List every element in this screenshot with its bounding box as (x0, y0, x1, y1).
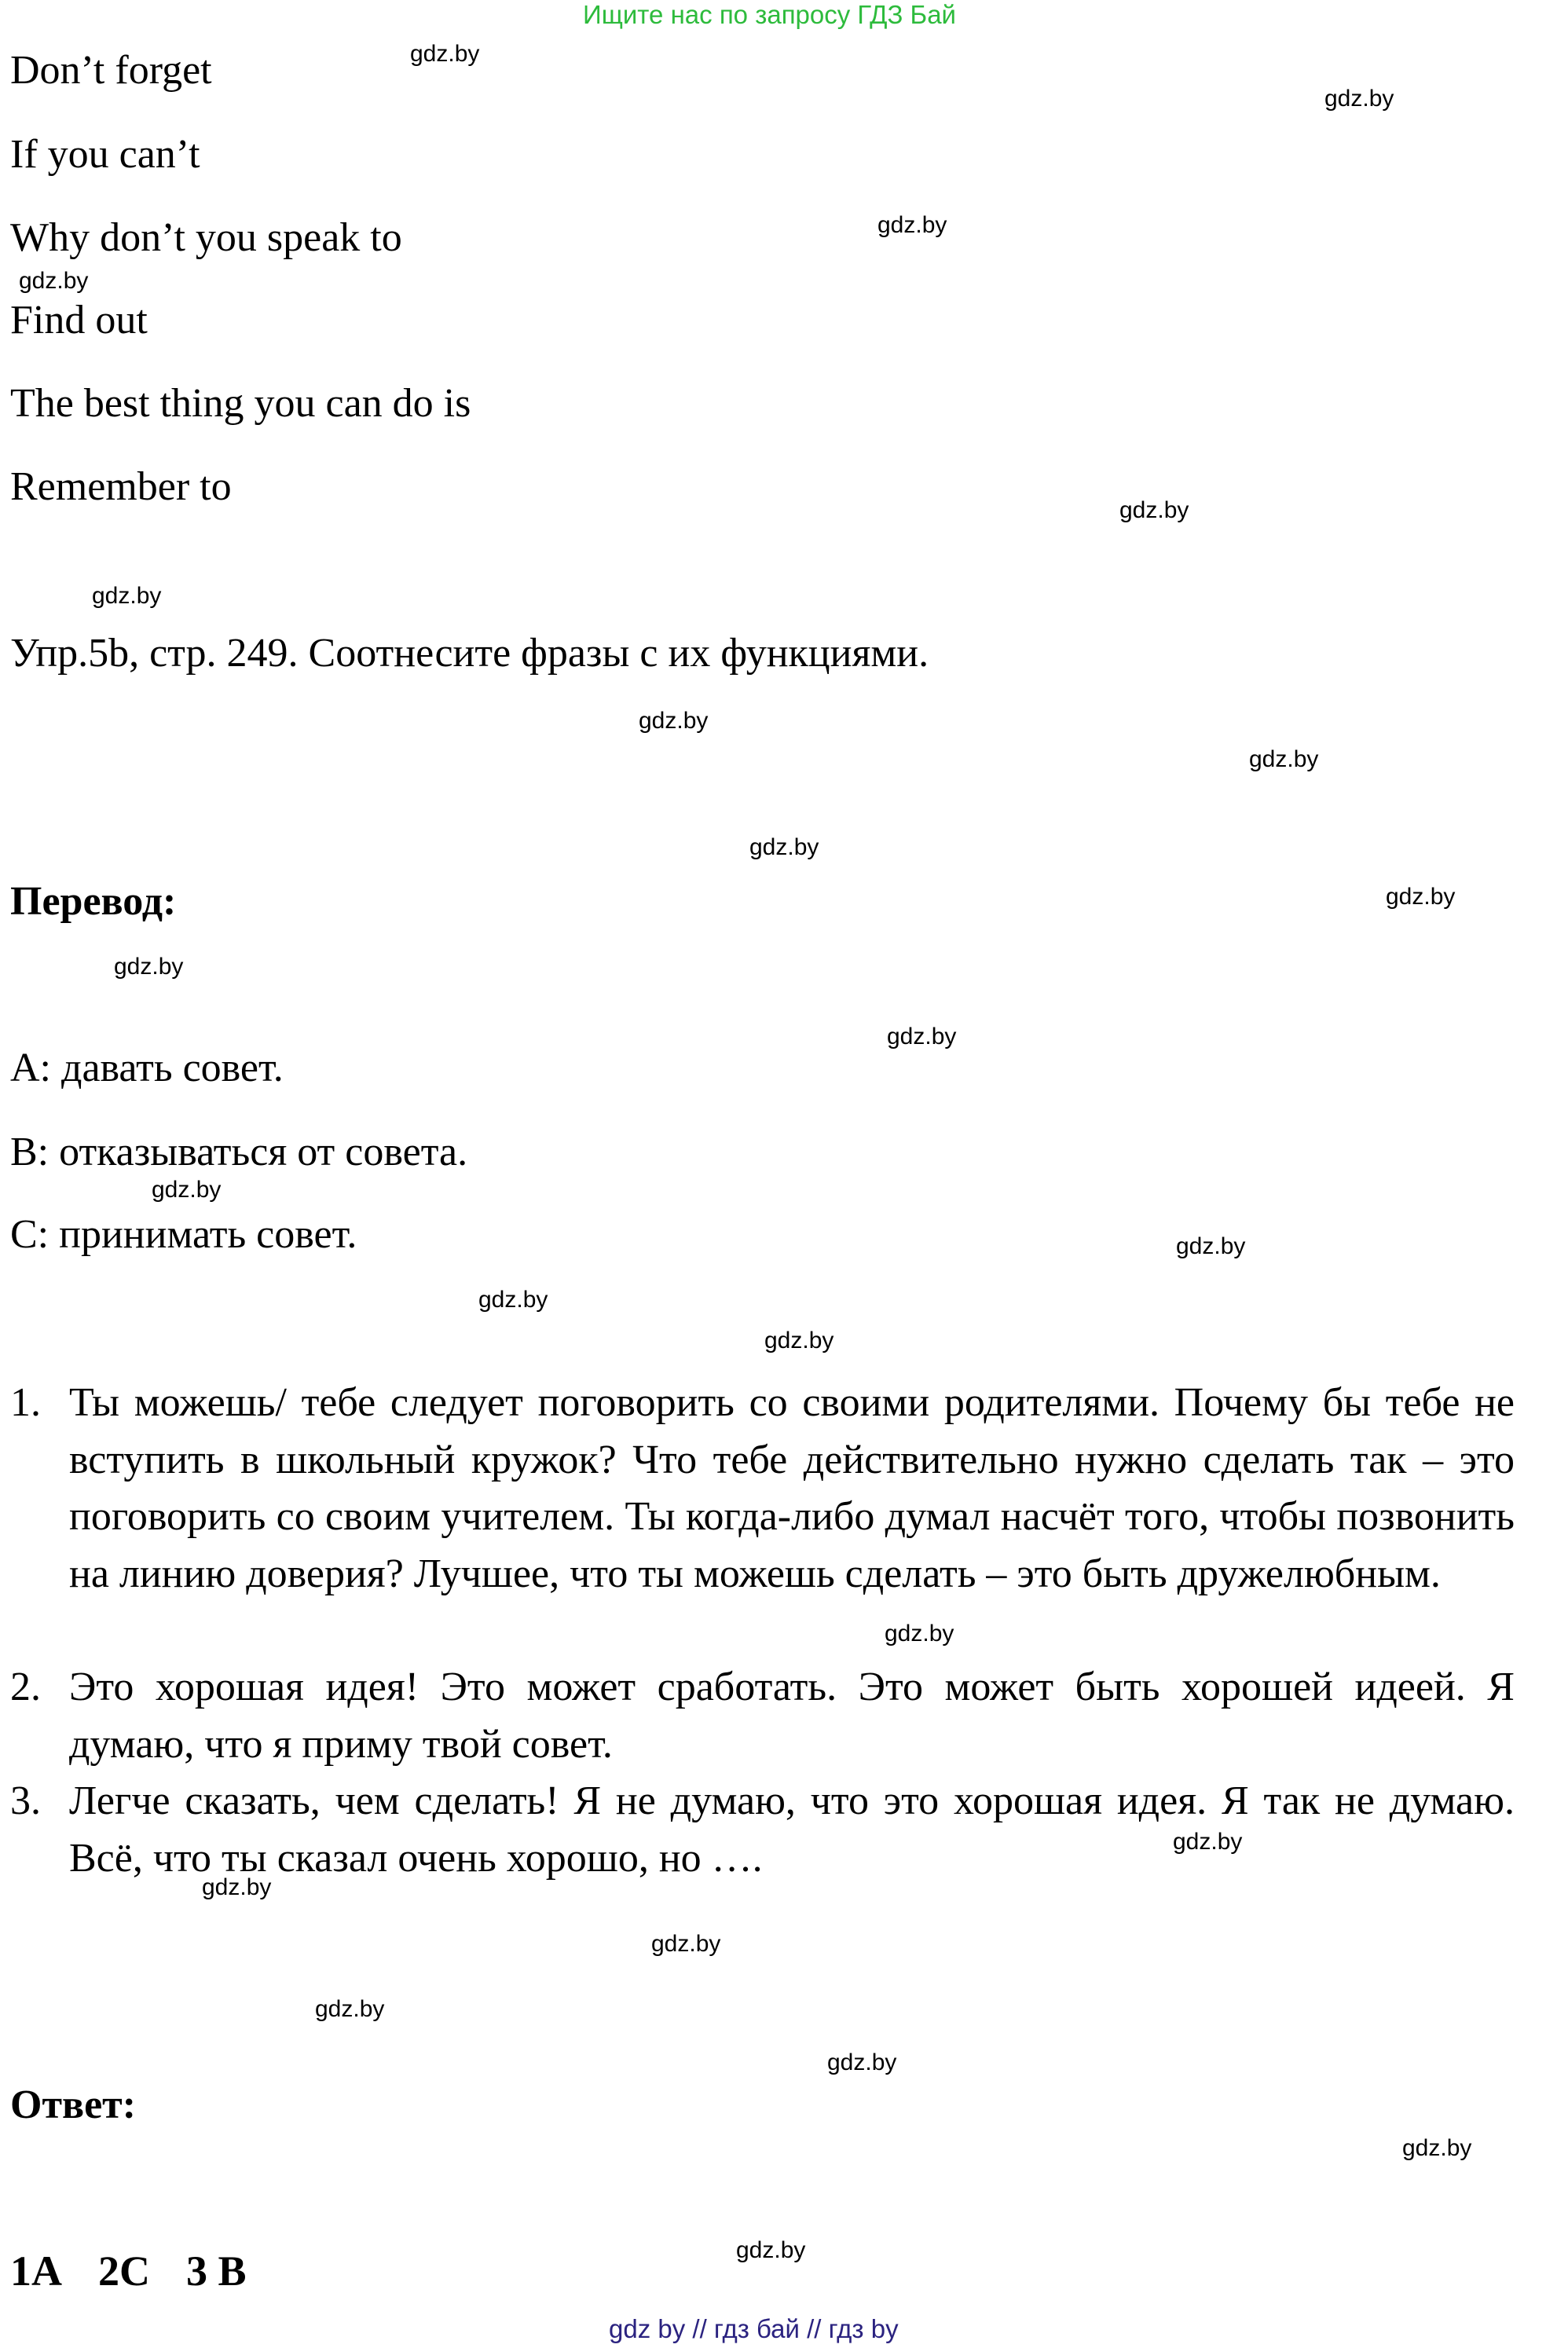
watermark: gdz.by (114, 954, 184, 980)
watermark: gdz.by (827, 2049, 897, 2075)
item-number-2: 2. (10, 1665, 41, 1709)
function-c: C: принимать совет. (10, 1212, 357, 1257)
watermark: gdz.by (1402, 2135, 1472, 2161)
exercise-title: Упр.5b, стр. 249. Соотнесите фразы с их функциями. (10, 631, 929, 676)
answer-2: 2C (98, 2247, 150, 2295)
watermark: gdz.by (1173, 1829, 1243, 1855)
answer-heading: Ответ: (10, 2082, 137, 2127)
watermark: gdz.by (736, 2237, 806, 2263)
watermark: gdz.by (92, 583, 162, 609)
watermark: gdz.by (1176, 1233, 1246, 1259)
watermark: gdz.by (1119, 497, 1189, 523)
phrase-remember-to: Remember to (10, 464, 232, 509)
phrase-why-dont-you: Why don’t you speak to (10, 215, 402, 260)
item-number-3: 3. (10, 1778, 41, 1823)
watermark: gdz.by (1386, 884, 1456, 910)
watermark: gdz.by (410, 41, 480, 67)
watermark: gdz.by (152, 1177, 222, 1203)
watermark: gdz.by (1249, 746, 1319, 772)
watermark: gdz.by (885, 1621, 954, 1647)
translation-heading: Перевод: (10, 879, 177, 924)
watermark: gdz.by (19, 268, 89, 294)
phrase-find-out: Find out (10, 298, 148, 342)
item-text-1: Ты можешь/ тебе следует поговорить со своими родителями. Почему бы тебе не вступить в школьный кружок? Что тебе действительно нужно сделать так – это поговорить со своим учителем. Ты когда-либо думал насчёт того, чтобы позвонить на линию доверия? Лучшее, что ты можешь сделать – это быть дружелюбным. (69, 1380, 1515, 1596)
bottom-banner[interactable]: gdz by // гдз бай // гдз by (609, 2314, 899, 2343)
watermark: gdz.by (749, 834, 819, 860)
phrase-dont-forget: Don’t forget (10, 48, 212, 93)
top-banner[interactable]: Ищите нас по запросу ГДЗ Бай (583, 0, 956, 29)
phrase-if-you-cant: If you can’t (10, 132, 200, 177)
watermark: gdz.by (877, 212, 947, 238)
answers (10, 2247, 283, 2295)
watermark: gdz.by (639, 708, 709, 734)
item-number-1: 1. (10, 1380, 41, 1425)
answer-3: 3 B (186, 2247, 247, 2295)
answer-1: 1A (10, 2247, 62, 2295)
item-text-2: Это хорошая идея! Это может сработать. Это может быть хорошей идеей. Я думаю, что я приму твой совет. (69, 1665, 1515, 1767)
watermark: gdz.by (315, 1996, 385, 2022)
watermark: gdz.by (478, 1287, 548, 1313)
function-a: A: давать совет. (10, 1046, 284, 1090)
phrase-best-thing: The best thing you can do is (10, 381, 471, 426)
function-b: B: отказываться от совета. (10, 1130, 468, 1174)
watermark: gdz.by (1324, 86, 1394, 112)
item-text-3: Легче сказать, чем сделать! Я не думаю, что это хорошая идея. Я так не думаю. Всё, что ты сказал очень хорошо, но …. (69, 1778, 1515, 1881)
watermark: gdz.by (764, 1328, 834, 1353)
watermark: gdz.by (651, 1931, 721, 1957)
watermark: gdz.by (887, 1024, 957, 1049)
watermark: gdz.by (202, 1874, 272, 1900)
